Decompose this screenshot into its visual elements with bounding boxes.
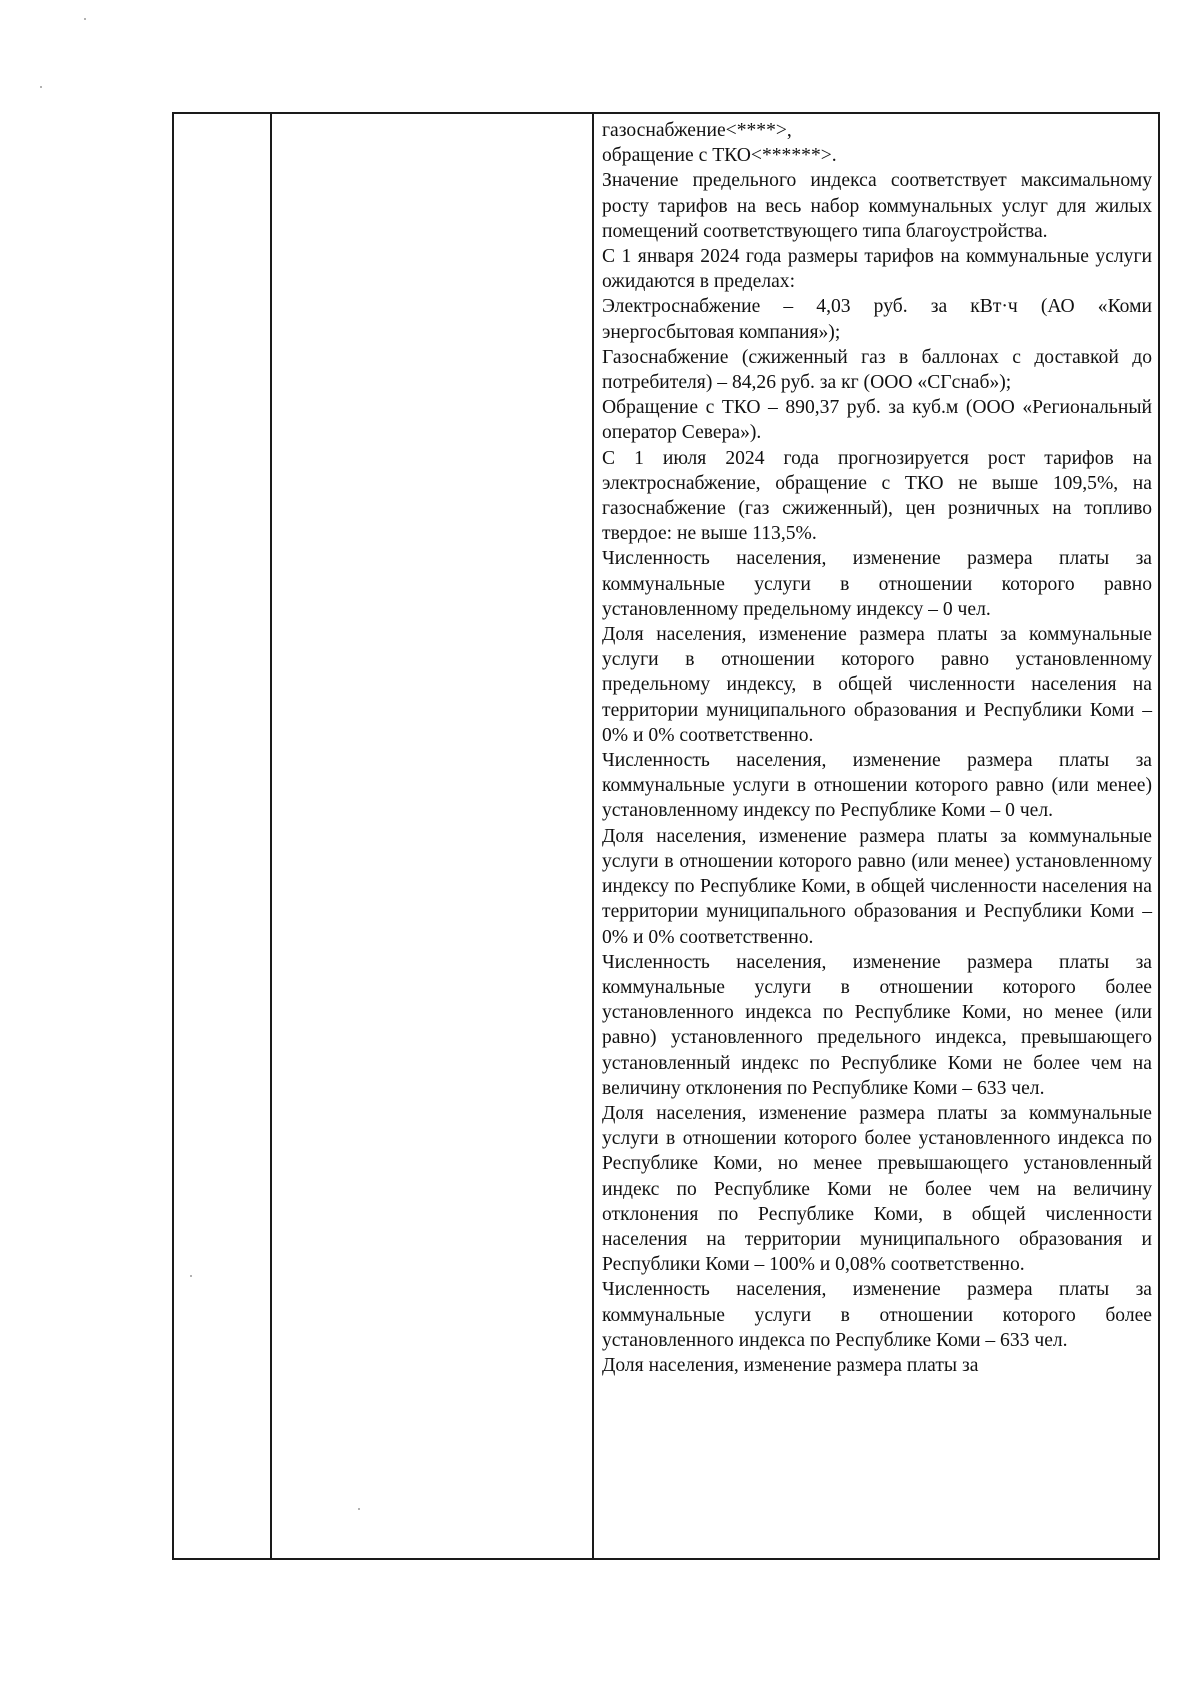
scan-speck <box>84 18 86 20</box>
paragraph: Численность населения, изменение размера платы за коммунальные услуги в отношении которого равно установленному предельному индексу – 0 чел. <box>602 548 1152 620</box>
paragraph: С 1 января 2024 года размеры тарифов на коммунальные услуги ожидаются в пределах: <box>602 246 1152 293</box>
table-cell-right-text <box>602 118 1152 1378</box>
paragraph: Газоснабжение (сжиженный газ в баллонах с доставкой до потребителя) – 84,26 руб. за кг (ООО «СГснаб»); <box>602 346 1152 394</box>
paragraph: Доля населения, изменение размера платы за коммунальные услуги в отношении которого равно установленному предельному индексу, в общей численности населения на территории муниципального образования и Республики Коми – 0% и 0% соответственно. <box>602 624 1152 746</box>
paragraph: Доля населения, изменение размера платы за коммунальные услуги в отношении которого равно (или менее) установленному индексу по Республике Коми, в общей численности населения на территории муниципального образования и Республики Коми – 0% и 0% соответственно. <box>602 825 1152 948</box>
column-divider-2 <box>592 114 594 1558</box>
column-divider-1 <box>270 114 272 1558</box>
scan-speck <box>190 1275 192 1277</box>
paragraph: Значение предельного индекса соответствует максимальному росту тарифов на весь набор коммунальных услуг для жилых помещений соответствующего типа благоустройства. <box>602 170 1152 242</box>
paragraph: Численность населения, изменение размера платы за коммунальные услуги в отношении которого равно (или менее) установленному индексу по Республике Коми – 0 чел. <box>602 750 1152 822</box>
paragraph: Численность населения, изменение размера платы за коммунальные услуги в отношении которого более установленного индекса по Республике Коми – 633 чел. <box>602 1279 1152 1351</box>
paragraph: Доля населения, изменение размера платы за <box>602 1354 979 1376</box>
paragraph: Электроснабжение – 4,03 руб. за кВт·ч (АО «Коми энергосбытовая компания»); <box>602 296 1152 343</box>
document-table <box>172 112 1160 1560</box>
paragraph: газоснабжение<****>, <box>602 120 792 141</box>
scan-speck <box>40 86 42 88</box>
scan-speck <box>358 1508 360 1510</box>
paragraph: обращение с ТКО<******>. <box>602 145 837 167</box>
paragraph: Доля населения, изменение размера платы за коммунальные услуги в отношении которого более установленного индекса по Республике Коми, но менее превышающего установленный индекс по Республике Коми не более чем на величину отклонения по Республике Коми, в общей численности населения на территории муниципального образования и Республики Коми – 100% и 0,08% соответственно. <box>602 1102 1152 1276</box>
paragraph: Численность населения, изменение размера платы за коммунальные услуги в отношении которого более установленного индекса по Республике Коми, но менее (или равно) установленного предельного индекса, превышающего установленный индекс по Республике Коми не более чем на величину отклонения по Республике Коми – 633 чел. <box>602 951 1152 1099</box>
paragraph: Обращение с ТКО – 890,37 руб. за куб.м (ООО «Региональный оператор Севера»). <box>602 397 1152 444</box>
paragraph: С 1 июля 2024 года прогнозируется рост тарифов на электроснабжение, обращение с ТКО не выше 109,5%, на газоснабжение (газ сжиженный), цен розничных на топливо твердое: не выше 113,5%. <box>602 447 1152 545</box>
